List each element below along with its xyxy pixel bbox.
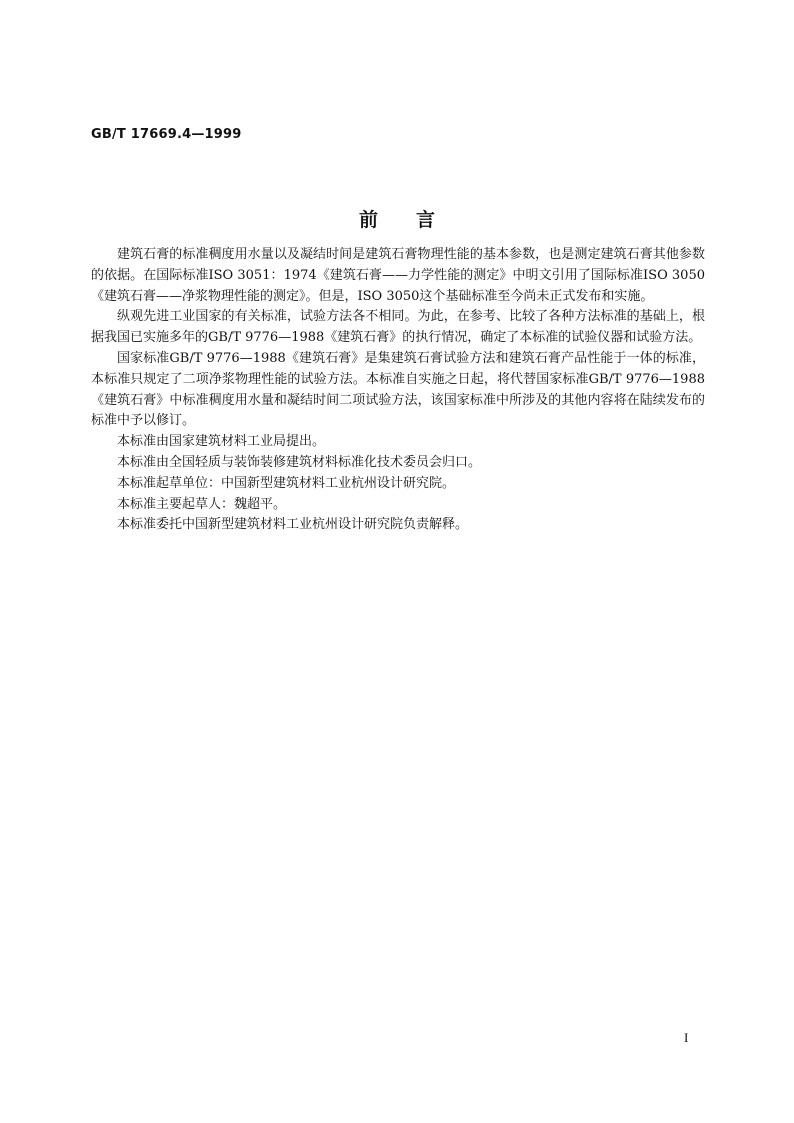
page-title: 前言 bbox=[358, 209, 473, 231]
paragraph-8: 本标准委托中国新型建筑材料工业杭州设计研究院负责解释。 bbox=[117, 517, 469, 533]
foreword-body bbox=[91, 245, 705, 536]
page-number: I bbox=[684, 1030, 689, 1045]
paragraph-5: 本标准由全国轻质与装饰装修建筑材料标准化技术委员会归口。 bbox=[117, 454, 482, 470]
paragraph-7: 本标准主要起草人：魏超平。 bbox=[117, 496, 287, 512]
paragraph-3: 国家标准GB/T 9776—1988《建筑石膏》是集建筑石膏试验方法和建筑石膏产品性能于一体的标准，本标准只规定了二项净浆物理性能的试验方法。本标准自实施之日起，将代替国家标准GB/T 9776—1988《建筑石膏》中标准稠度用水量和凝结时间二项试验方法，该国家标准中所涉及的其他内容将在陆续发布的标准中予以修订。 bbox=[91, 350, 705, 429]
paragraph-4: 本标准由国家建筑材料工业局提出。 bbox=[117, 434, 326, 450]
paragraph-6: 本标准起草单位：中国新型建筑材料工业杭州设计研究院。 bbox=[117, 475, 456, 491]
paragraph-2: 纵观先进工业国家的有关标准，试验方法各不相同。为此，在参考、比较了各种方法标准的基础上，根据我国已实施多年的GB/T 9776—1988《建筑石膏》的执行情况，确定了本标准的试验仪器和试验方法。 bbox=[91, 309, 705, 346]
paragraph-1: 建筑石膏的标准稠度用水量以及凝结时间是建筑石膏物理性能的基本参数，也是测定建筑石膏其他参数的依据。在国际标准ISO 3051：1974《建筑石膏——力学性能的测定》中明文引用了国际标准ISO 3050《建筑石膏——净浆物理性能的测定》。但是，ISO 3050这个基础标准至今尚未正式发布和实施。 bbox=[91, 247, 705, 304]
standard-code: GB/T 17669.4—1999 bbox=[91, 127, 242, 142]
